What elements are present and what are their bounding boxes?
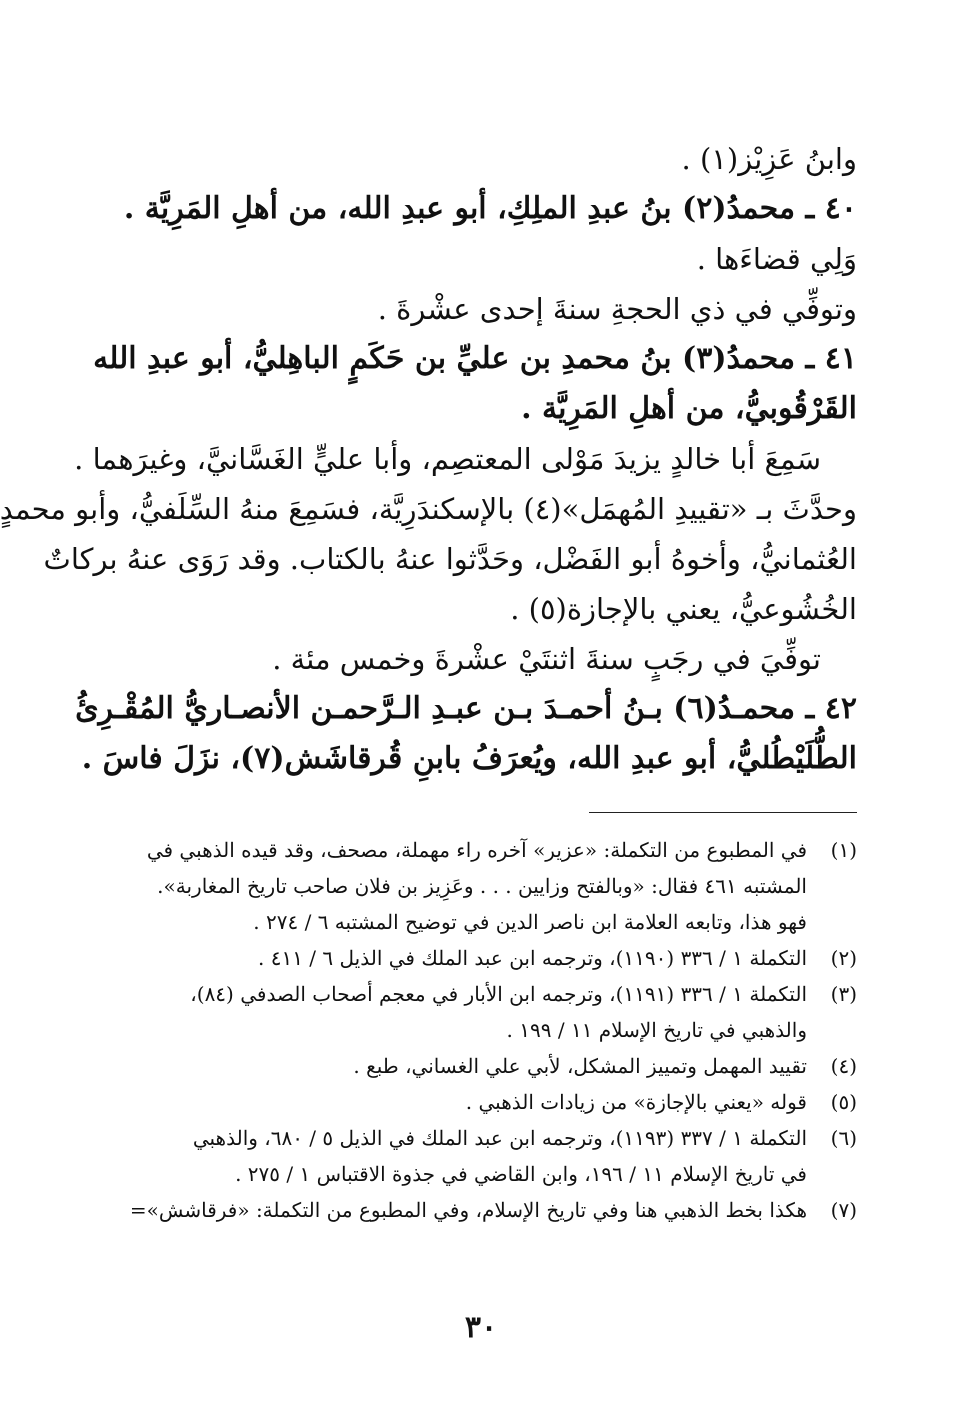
text-line: العُثمانيُّ، وأخوهُ أبو الفَضْل، وحَدَّثوا عنهُ بالكتاب. وقد رَوَى عنهُ بركاتٌ <box>43 542 857 576</box>
footnote-text: التكملة ١ / ٣٣٦ (١١٩٠)، وترجمه ابن عبد الملك في الذيل ٦ / ٤١١ . <box>258 946 807 970</box>
footnote-number: (٦) <box>830 1126 857 1150</box>
footnote-text: في المطبوع من التكملة: «عزير» آخره راء مهملة، مصحف، وقد قيده الذهبي في المشتبه ٤٦١ فقال: «وبالفتح وزايين . . . وعَزِيز بن فلان صاحب تاريخ المغاربة». فهو هذا، وتابعه العلامة ابن ناصر الدين في توضيح المشتبه ٦ / ٢٧٤ . <box>146 838 807 934</box>
main-text <box>0 134 857 784</box>
footnote <box>105 1084 857 1120</box>
footnote-text: قوله «يعني بالإجازة» من زيادات الذهبي . <box>465 1090 807 1114</box>
footnote <box>105 832 857 940</box>
text-line: سَمِعَ أبا خالدٍ يزيدَ مَوْلى المعتصِم، وأبا عليٍّ الغَسَّانيَّ، وغيرَهما . <box>74 442 821 476</box>
text-line: وحدَّثَ بـ «تقييدِ المُهمَل»(٤) بالإسكندَرِيَّة، فسَمِعَ منهُ السِّلَفيُّ، وأبو محمدٍ <box>0 492 857 526</box>
footnote-text: التكملة ١ / ٣٣٦ (١١٩١)، وترجمه ابن الأبار في معجم أصحاب الصدفي (٨٤)، والذهبي في تاريخ الإسلام ١١ / ١٩٩ . <box>190 982 807 1042</box>
footnote <box>105 1048 857 1084</box>
text-line: وابنُ عَزِيْز(١) . <box>681 142 857 176</box>
entry-heading-40: ٤٠ ـ محمدُ(٢) بنُ عبدِ الملِكِ، أبو عبدِ الله، من أهلِ المَرِيَّة . <box>123 191 857 226</box>
footnote-number: (٧) <box>830 1198 857 1222</box>
text-line: وتوفِّي في ذي الحجةِ سنةَ إحدى عشْرةَ . <box>377 292 857 326</box>
entry-heading-41-cont: القَرْقُوبيُّ، من أهلِ المَرِيَّة . <box>521 391 857 426</box>
footnote-separator <box>589 812 857 813</box>
footnote <box>105 940 857 976</box>
footnote <box>105 1192 857 1228</box>
footnote-number: (٥) <box>830 1090 857 1114</box>
footnote-text: التكملة ١ / ٣٣٧ (١١٩٣)، وترجمه ابن عبد الملك في الذيل ٥ / ٦٨٠، والذهبي في تاريخ الإسلام ١١ / ١٩٦، وابن القاضي في جذوة الاقتباس ١ / ٢٧٥ . <box>192 1126 807 1186</box>
footnote-number: (١) <box>830 838 857 862</box>
footnote-number: (٢) <box>830 946 857 970</box>
footnote-text: تقييد المهمل وتمييز المشكل، لأبي علي الغساني، طبع . <box>353 1054 807 1078</box>
footnotes <box>105 832 857 1228</box>
page-number: ٣٠ <box>464 1310 498 1345</box>
footnote-text: هكذا بخط الذهبي هنا وفي تاريخ الإسلام، وفي المطبوع من التكملة: «فرقاشش»= <box>129 1198 807 1222</box>
entry-heading-42-cont: الطُّلَيْطُليُّ، أبو عبدِ الله، ويُعرَفُ بابنِ قُرقاشَش(٧)، نزَلَ فاسَ . <box>81 741 857 776</box>
text-line: وَلِي قضاءَها . <box>696 242 857 276</box>
footnote <box>105 1120 857 1192</box>
footnote-number: (٤) <box>830 1054 857 1078</box>
text-line: توفِّيَ في رجَبٍ سنةَ اثنتَيْ عشْرةَ وخمس مئة . <box>272 642 821 676</box>
footnote-number: (٣) <box>830 982 857 1006</box>
text-line: الخُشُوعيُّ، يعني بالإجازة(٥) . <box>510 592 857 626</box>
entry-heading-41: ٤١ ـ محمدُ(٣) بنُ محمدِ بن عليِّ بن حَكَمٍ الباهِليُّ، أبو عبدِ الله <box>93 341 857 376</box>
footnote <box>105 976 857 1048</box>
entry-heading-42: ٤٢ ـ محمـدُ(٦) بـنُ أحمـدَ بـن عبـدِ الـرَّحمـن الأنصـاريُّ المُقْـرِئُ <box>75 691 857 726</box>
